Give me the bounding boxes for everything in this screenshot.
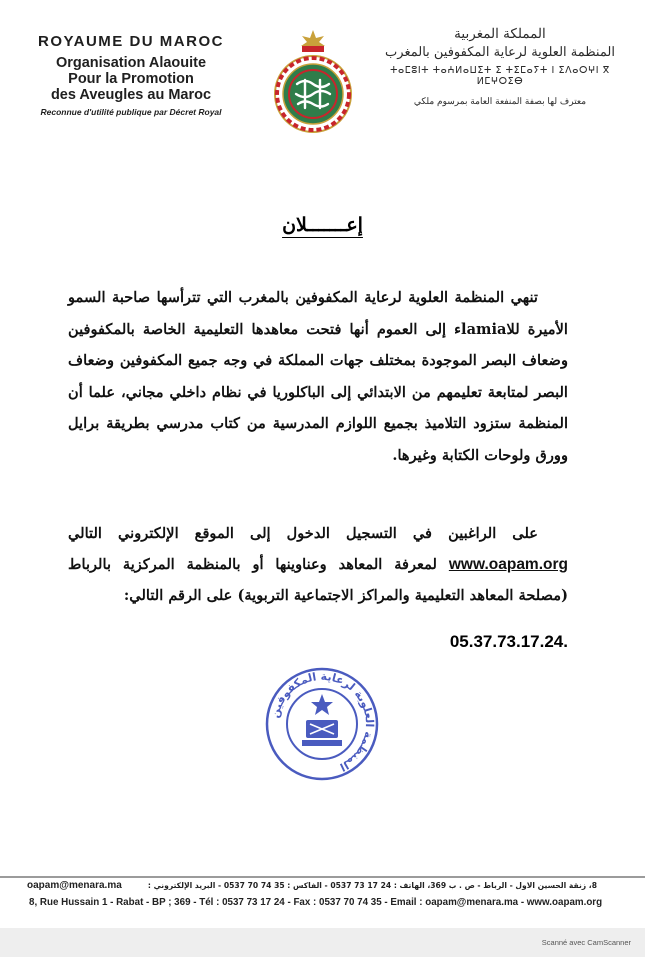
organization-name-tifinagh: ⵜⴰⵎⵓⵏⵜ ⵜⴰⵄⵍⴰⵡⵉⵜ ⵉ ⵜⵉⵎⴰⵢⵜ ⵏ ⵉⴷⴰⵔⵖⵏ ⴳ ⵍⵎⵖⵔⵉⴱ <box>390 65 610 87</box>
recognition-fr: Reconnue d'utilité publique par Décret Royal <box>40 107 222 117</box>
organization-emblem <box>272 28 354 140</box>
organization-name-fr <box>22 55 240 103</box>
footer-address-ar: 8، زنقة الحسين الاول - الرباط - ص . ب 369، الهاتف : 24 17 73 0537 - الفاكس : 35 74 70 0537 - البريد الإلكتروني : <box>147 881 597 890</box>
website-link[interactable]: www.oapam.org <box>448 556 568 573</box>
emblem-logo <box>272 28 354 136</box>
announcement-paragraph-1: تنهي المنظمة العلوية لرعاية المكفوفين بالمغرب التي تترأسها صاحبة السمو الأميرة للاlamiaء إلى العموم أنها فتحت معاهدها التعليمية الخاصة بالمكفوفين وضعاف البصر الموجودة بمختلف جهات المملكة في وجه جميع المكفوفين وضعاف البصر لمتابعة تعليمهم من الابتدائي إلى الباكلوريا في نظام داخلي مجاني، علما أن المنظمة ستزود التلاميذ بجميع اللوازم المدرسية من كتاب مدرسي بطريقة برايل وورق ولوحات الكتابة وغيرها. <box>68 289 568 464</box>
recognition-ar: معترف لها بصفة المنفعة العامة بمرسوم ملكي <box>413 97 587 107</box>
footer-address-fr: 8, Rue Hussain 1 - Rabat - BP ; 369 - Tél : 0537 73 17 24 - Fax : 0537 70 74 35 - Email : oapam@menara.ma - www.oapam.org <box>29 897 603 908</box>
official-stamp <box>262 664 382 788</box>
footer-divider <box>0 876 645 878</box>
stamp-seal <box>262 664 382 784</box>
scanner-watermark: Scanné avec CamScanner <box>541 938 631 947</box>
header-arabic <box>385 26 615 107</box>
header-french <box>22 33 240 117</box>
kingdom-label-ar: المملكة المغربية <box>454 26 546 42</box>
registration-details: لمعرفة المعاهد وعناوينها أو بالمنظمة المركزية بالرباط (مصلحة المعاهد التعليمية والمراكز الاجتماعية التربوية) على الرقم التالي: <box>68 556 568 604</box>
stamp-ring-text: المنظمة العلوية لرعاية المكفوفين <box>268 669 377 774</box>
org-line-3: des Aveugles au Maroc <box>50 87 212 103</box>
announcement-paragraph-2 <box>68 518 568 611</box>
org-line-2: Pour la Promotion <box>68 71 194 87</box>
registration-intro: على الراغبين في التسجيل الدخول إلى الموقع الإلكتروني التالي <box>68 525 538 542</box>
organization-name-ar: المنظمة العلوية لرعاية المكفوفين بالمغرب <box>385 45 615 60</box>
org-line-1: Organisation Alaouite <box>55 55 207 71</box>
footer-line-1 <box>27 880 597 891</box>
kingdom-label-fr: ROYAUME DU MAROC <box>38 33 224 50</box>
phone-number: 05.37.73.17.24. <box>449 632 568 651</box>
announcement-title: إعـــــــلان <box>282 214 363 236</box>
footer-email: oapam@menara.ma <box>27 880 122 891</box>
